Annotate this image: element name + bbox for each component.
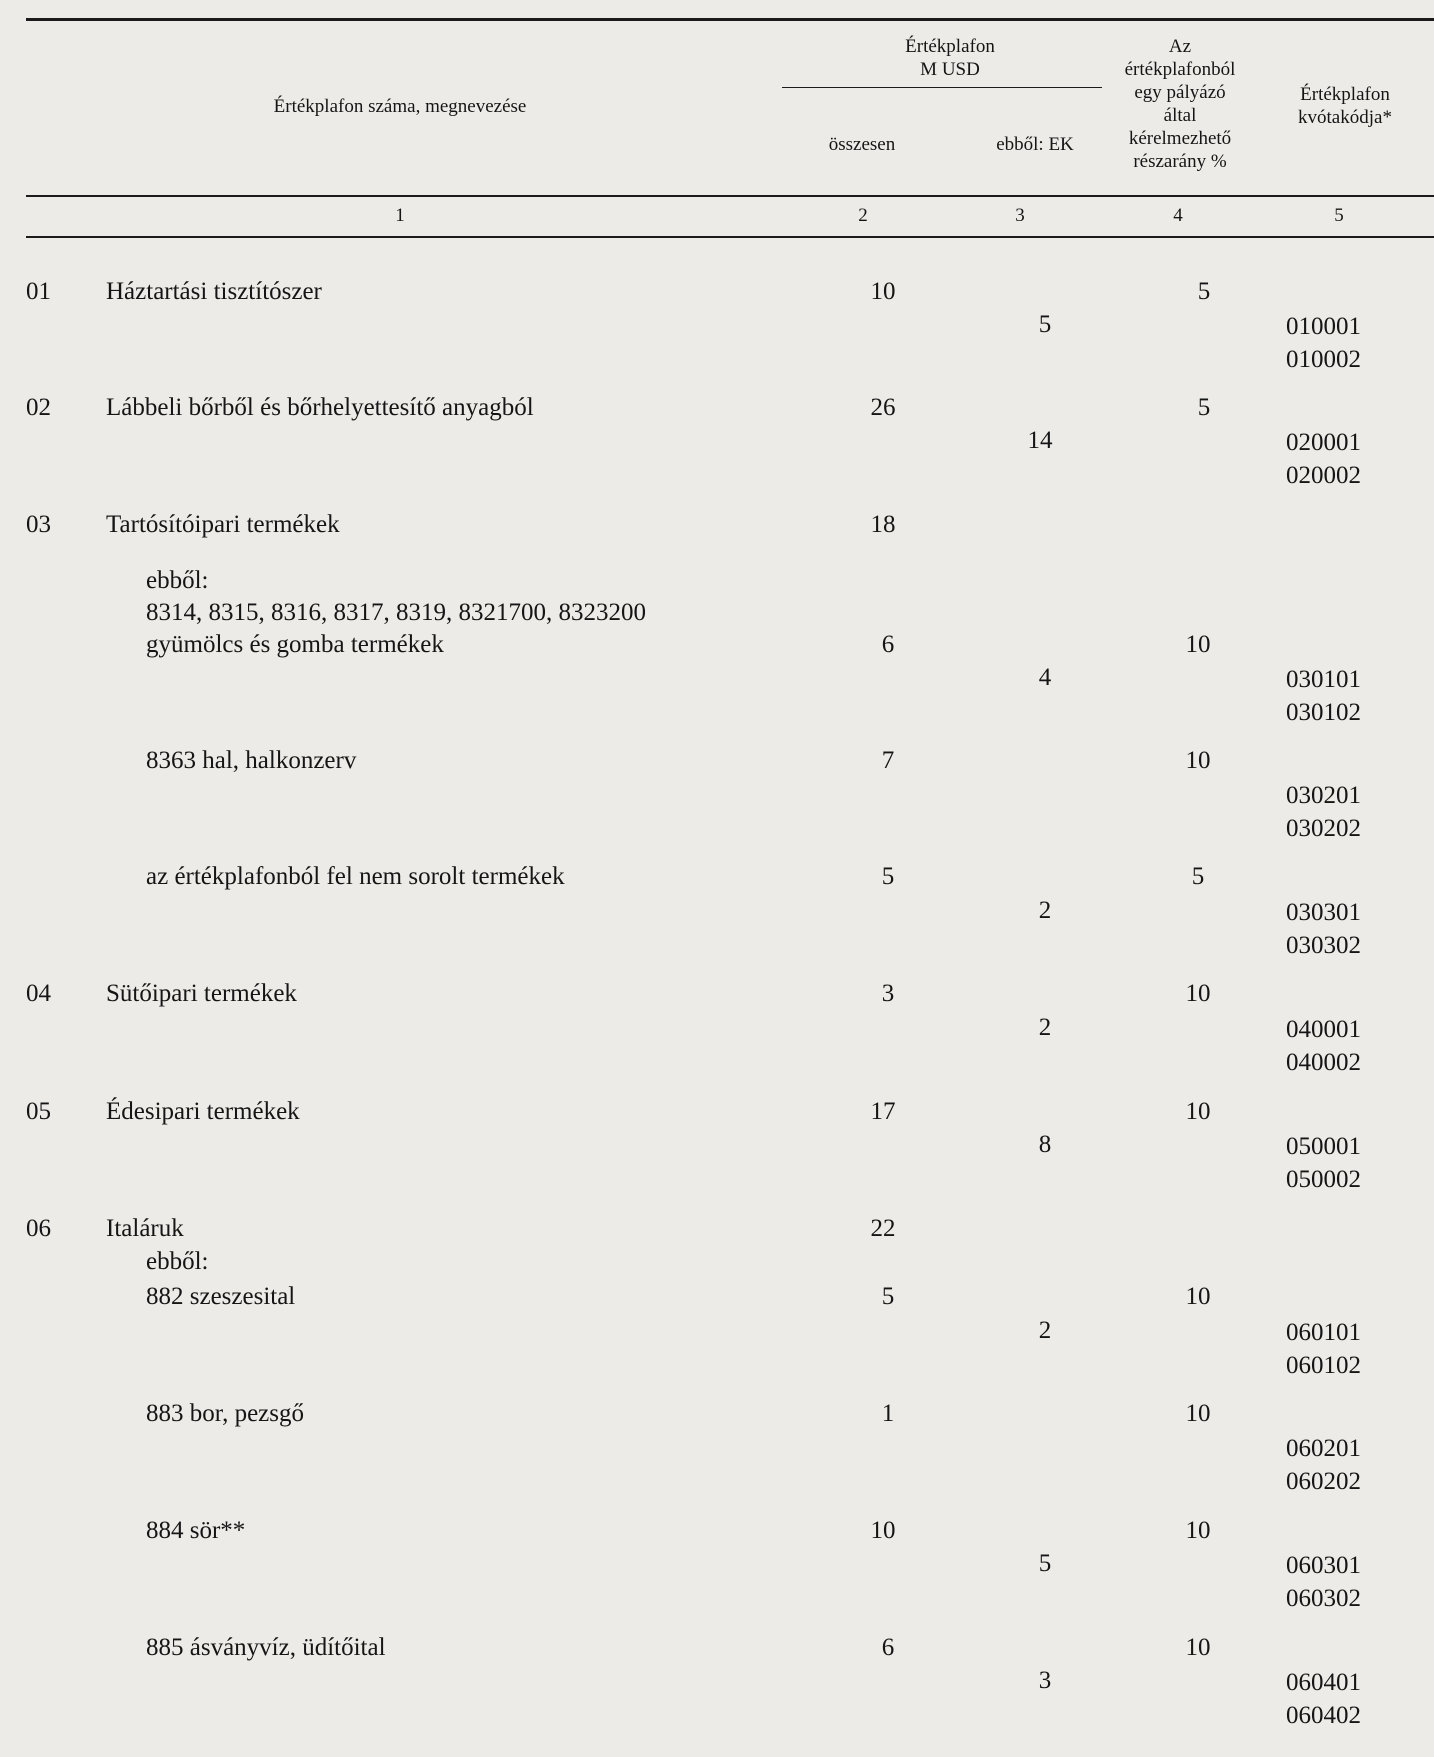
row-ek: 5 (1038, 1550, 1052, 1577)
header-col-group: Értékplafon M USD (905, 36, 995, 80)
header-col5: Értékplafon kvótakódja* (1298, 84, 1392, 128)
row-total: 10 (870, 1517, 896, 1544)
row-name: 8363 hal, halkonzerv (146, 747, 357, 774)
row-pct: 10 (1185, 1283, 1211, 1310)
row-ek: 2 (1038, 1317, 1052, 1344)
header-col2: összesen (828, 134, 896, 155)
row-pct: 5 (1197, 278, 1211, 305)
row-code: 030102 (1286, 699, 1361, 726)
row-ek: 2 (1038, 1014, 1052, 1041)
row-name: 883 bor, pezsgő (146, 1400, 304, 1427)
row-name: Édesipari termékek (106, 1098, 300, 1125)
row-pct: 10 (1185, 1400, 1211, 1427)
row-name: Lábbeli bőrből és bőrhelyettesítő anyagból (106, 394, 534, 421)
row-number: 01 (26, 278, 51, 305)
top-rule (26, 18, 1434, 21)
row-ek: 8 (1038, 1131, 1052, 1158)
row-ek: 3 (1038, 1667, 1052, 1694)
row-ek: 5 (1038, 311, 1052, 338)
row-total: 6 (881, 631, 895, 658)
row-code: 060201 (1286, 1435, 1361, 1462)
row-total: 17 (870, 1098, 896, 1125)
row-name: gyümölcs és gomba termékek (146, 631, 444, 658)
row-code: 060101 (1286, 1319, 1361, 1346)
colnum-rule (26, 236, 1434, 238)
row-code: 030201 (1286, 782, 1361, 809)
row-code: 060202 (1286, 1468, 1361, 1495)
row-total: 5 (881, 863, 895, 890)
row-code: 030302 (1286, 932, 1361, 959)
row-name: 884 sör** (146, 1517, 246, 1544)
row-code: 020001 (1286, 429, 1361, 456)
header-col4: Az értékplafonból egy pályázó által kérelmezhető részarány % (1124, 36, 1236, 172)
row-code-list: 8314, 8315, 8316, 8317, 8319, 8321700, 8323200 (146, 599, 646, 626)
row-code: 060302 (1286, 1585, 1361, 1612)
row-pct: 10 (1185, 747, 1211, 774)
row-code: 060102 (1286, 1352, 1361, 1379)
row-total: 7 (881, 747, 895, 774)
row-code: 030301 (1286, 899, 1361, 926)
row-pct: 10 (1185, 631, 1211, 658)
row-ek: 14 (1027, 427, 1053, 454)
row-name: Italáruk (106, 1215, 184, 1242)
row-code: 040001 (1286, 1016, 1361, 1043)
row-number: 03 (26, 511, 51, 538)
row-code: 010001 (1286, 313, 1361, 340)
row-number: 05 (26, 1098, 51, 1125)
row-name: az értékplafonból fel nem sorolt termékek (146, 863, 565, 890)
colnum-1: 1 (395, 205, 405, 226)
row-code: 040002 (1286, 1049, 1361, 1076)
row-number: 04 (26, 980, 51, 1007)
row-name: Háztartási tisztítószer (106, 278, 322, 305)
row-total: 5 (881, 1283, 895, 1310)
row-ek: 2 (1038, 897, 1052, 924)
row-total: 3 (881, 980, 895, 1007)
header-col1: Értékplafon száma, megnevezése (273, 96, 527, 117)
row-pct: 10 (1185, 1517, 1211, 1544)
row-code: 060401 (1286, 1669, 1361, 1696)
row-total: 10 (870, 278, 896, 305)
row-pct: 10 (1185, 1634, 1211, 1661)
row-code: 060402 (1286, 1702, 1361, 1729)
row-pct: 5 (1197, 394, 1211, 421)
row-name: 885 ásványvíz, üdítőital (146, 1634, 386, 1661)
row-total: 22 (870, 1215, 896, 1242)
row-pct: 5 (1191, 863, 1205, 890)
header-rule (26, 195, 1434, 197)
row-total: 26 (870, 394, 896, 421)
row-name: Tartósítóipari termékek (106, 511, 340, 538)
colnum-2: 2 (858, 205, 868, 226)
header-col3: ebből: EK (996, 134, 1074, 155)
row-number: 02 (26, 394, 51, 421)
colnum-5: 5 (1334, 205, 1344, 226)
row-code: 060301 (1286, 1552, 1361, 1579)
row-code: 030101 (1286, 666, 1361, 693)
row-name: Sütőipari termékek (106, 980, 297, 1007)
row-code: 030202 (1286, 815, 1361, 842)
row-code: 050001 (1286, 1133, 1361, 1160)
row-ebbol: ebből: (146, 1248, 209, 1275)
row-pct: 10 (1185, 980, 1211, 1007)
row-total: 18 (870, 511, 896, 538)
row-total: 6 (881, 1634, 895, 1661)
row-total: 1 (881, 1400, 895, 1427)
row-code: 010002 (1286, 346, 1361, 373)
row-ek: 4 (1038, 664, 1052, 691)
row-name: 882 szeszesital (146, 1283, 296, 1310)
row-code: 020002 (1286, 462, 1361, 489)
row-pct: 10 (1185, 1098, 1211, 1125)
row-code: 050002 (1286, 1166, 1361, 1193)
col-group-rule (782, 87, 1102, 88)
colnum-3: 3 (1015, 205, 1025, 226)
row-ebbol: ebből: (146, 567, 209, 594)
row-number: 06 (26, 1215, 51, 1242)
colnum-4: 4 (1173, 205, 1183, 226)
